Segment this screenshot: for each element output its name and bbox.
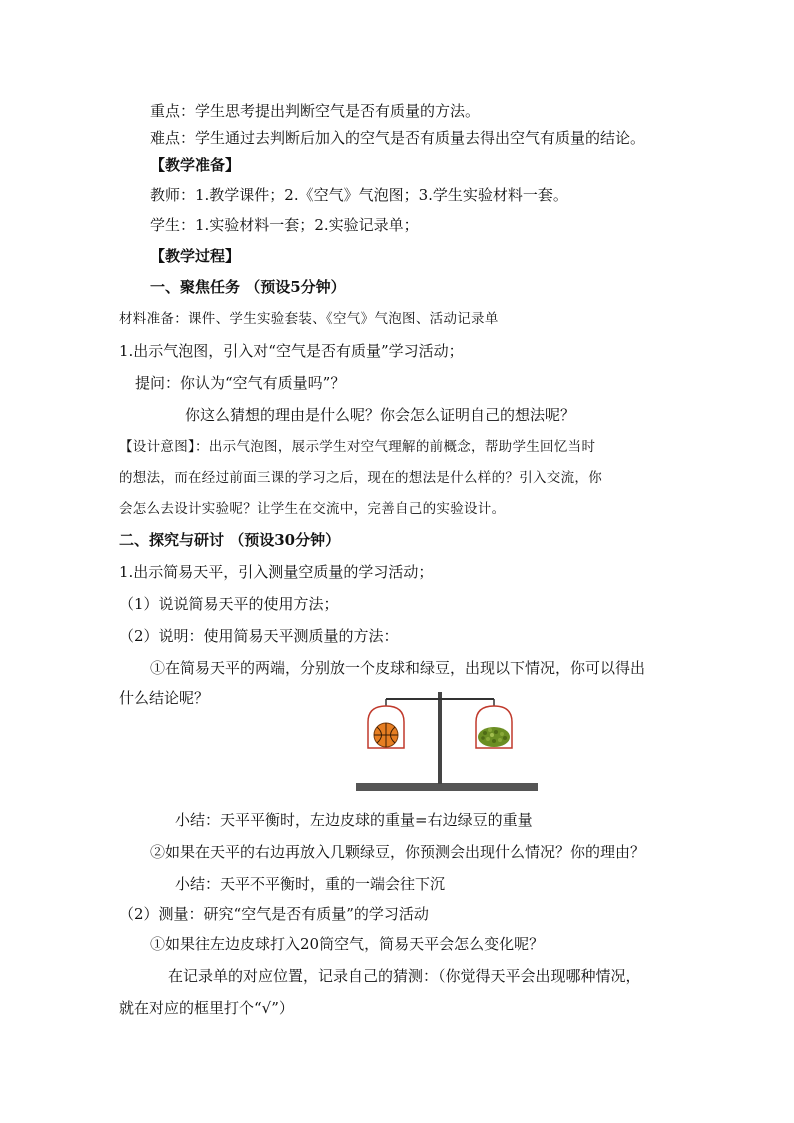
record-instruction: 在记录单的对应位置，记录自己的猜测：（你觉得天平会出现哪种情况， — [168, 967, 641, 985]
design-intent-3: 会怎么去设计实验呢？让学生在交流中，完善自己的实验设计。 — [119, 501, 506, 517]
balance-scale-illustration — [352, 686, 542, 796]
scale-base — [356, 783, 538, 791]
instruction-1-cont: 什么结论呢？ — [119, 689, 210, 707]
question-prompt: 提问：你认为“空气有质量吗”？ — [135, 374, 346, 392]
sub-step-usage: （1）说说简易天平的使用方法； — [119, 595, 339, 613]
record-instruction-cont: 就在对应的框里打个“√”） — [119, 999, 294, 1017]
sub-step-method: （2）说明：使用简易天平测质量的方法： — [119, 627, 399, 645]
instruction-3: ①如果往左边皮球打入20筒空气，简易天平会怎么变化呢？ — [150, 935, 545, 953]
summary-unbalanced: 小结：天平不平衡时，重的一端会往下沉 — [175, 875, 446, 893]
design-intent-1: 【设计意图】：出示气泡图，展示学生对空气理解的前概念，帮助学生回忆当时 — [119, 439, 596, 455]
section-heading-preparation: 【教学准备】 — [150, 156, 241, 174]
heading-explore: 二、探究与研讨 （预设30分钟） — [119, 531, 341, 549]
teacher-materials: 教师：1.教学课件；2.《空气》气泡图；3.学生实验材料一套。 — [150, 186, 568, 204]
key-point: 重点：学生思考提出判断空气是否有质量的方法。 — [150, 102, 481, 120]
difficult-point: 难点：学生通过去判断后加入的空气是否有质量去得出空气有质量的结论。 — [150, 129, 646, 147]
summary-balanced: 小结：天平平衡时，左边皮球的重量=右边绿豆的重量 — [175, 811, 533, 829]
heading-focus-task: 一、聚焦任务 （预设5分钟） — [150, 278, 346, 296]
student-materials: 学生：1.实验材料一套；2.实验记录单； — [150, 216, 419, 234]
step-1-balance: 1.出示简易天平，引入测量空质量的学习活动； — [119, 563, 434, 581]
instruction-1: ①在简易天平的两端，分别放一个皮球和绿豆，出现以下情况，你可以得出 — [150, 659, 646, 677]
question-reason: 你这么猜想的理由是什么呢？你会怎么证明自己的想法呢？ — [185, 406, 576, 424]
mung-beans-icon — [478, 727, 510, 747]
instruction-2: ②如果在天平的右边再放入几颗绿豆，你预测会出现什么情况？你的理由？ — [150, 843, 646, 861]
materials-list: 材料准备：课件、学生实验套装、《空气》气泡图、活动记录单 — [119, 311, 499, 327]
section-heading-process: 【教学过程】 — [150, 247, 241, 265]
sub-step-measure: （2）测量：研究“空气是否有质量”的学习活动 — [119, 905, 429, 923]
step-1-bubble-chart: 1.出示气泡图，引入对“空气是否有质量”学习活动； — [119, 342, 464, 360]
design-intent-2: 的想法，而在经过前面三课的学习之后，现在的想法是什么样的？引入交流，你 — [119, 470, 602, 486]
scale-post — [438, 692, 442, 784]
